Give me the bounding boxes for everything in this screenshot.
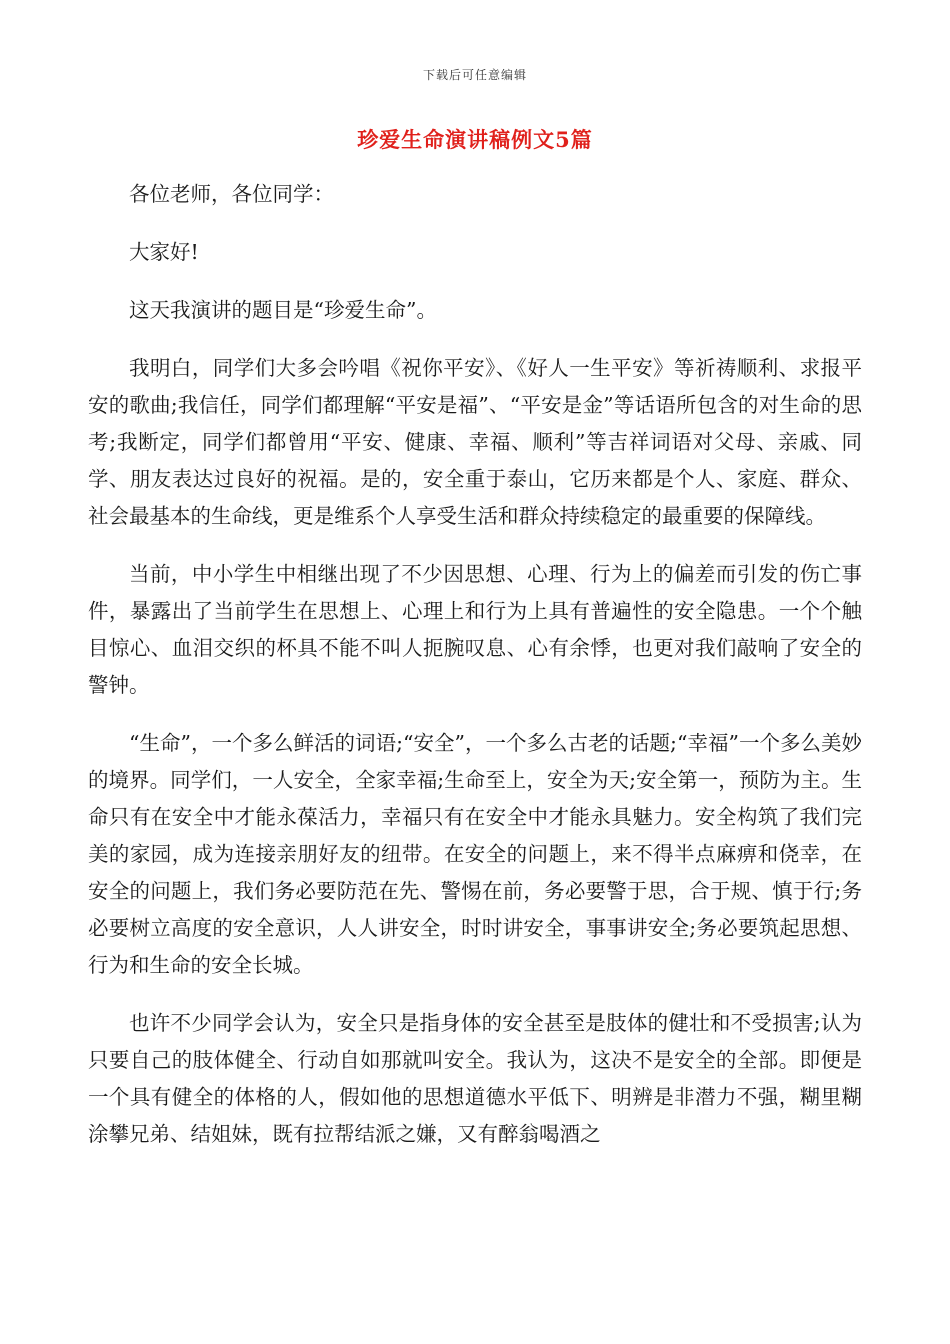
paragraph-greeting: 各位老师，各位同学：: [129, 182, 334, 206]
document-body: [88, 176, 862, 1174]
header-note: 下载后可任意编辑: [422, 68, 527, 82]
paragraph: 我明白，同学们大多会吟唱《祝你平安》、《好人一生平安》等祈祷顺利、求报平安的歌曲;我信任，同学们都理解“平安是福”、“平安是金”等话语所包含的对生命的思考;我断定，同学们都曾用“平安、健康、幸福、顺利”等吉祥词语对父母、亲戚、同学、朋友表达过良好的祝福。是的，安全重于泰山，它历来都是个人、家庭、群众、社会最基本的生命线，更是维系个人享受生活和群众持续稳定的最重要的保障线。: [88, 356, 862, 528]
paragraph-topic: 这天我演讲的题目是“珍爱生命”。: [129, 298, 437, 322]
paragraph-hello: 大家好!: [129, 240, 199, 264]
paragraph: 当前，中小学生中相继出现了不少因思想、心理、行为上的偏差而引发的伤亡事件，暴露出了当前学生在思想上、心理上和行为上具有普遍性的安全隐患。一个个触目惊心、血泪交织的杯具不能不叫人扼腕叹息、心有余悸，也更对我们敲响了安全的警钟。: [88, 562, 862, 697]
paragraph: 也许不少同学会认为，安全只是指身体的安全甚至是肢体的健壮和不受损害;认为只要自己的肢体健全、行动自如那就叫安全。我认为，这决不是安全的全部。即便是一个具有健全的体格的人，假如他的思想道德水平低下、明辨是非潜力不强，糊里糊涂攀兄弟、结姐妹，既有拉帮结派之嫌，又有醉翁喝酒之: [88, 1011, 862, 1146]
document-title: 珍爱生命演讲稿例文5篇: [357, 127, 593, 152]
paragraph: “生命”，一个多么鲜活的词语;“安全”，一个多么古老的话题;“幸福”一个多么美妙的境界。同学们，一人安全，全家幸福;生命至上，安全为天;安全第一，预防为主。生命只有在安全中才能永葆活力，幸福只有在安全中才能永具魅力。安全构筑了我们完美的家园，成为连接亲朋好友的纽带。在安全的问题上，来不得半点麻痹和侥幸，在安全的问题上，我们务必要防范在先、警惕在前，务必要警于思，合于规、慎于行;务必要树立高度的安全意识，人人讲安全，时时讲安全，事事讲安全;务必要筑起思想、行为和生命的安全长城。: [88, 731, 862, 977]
